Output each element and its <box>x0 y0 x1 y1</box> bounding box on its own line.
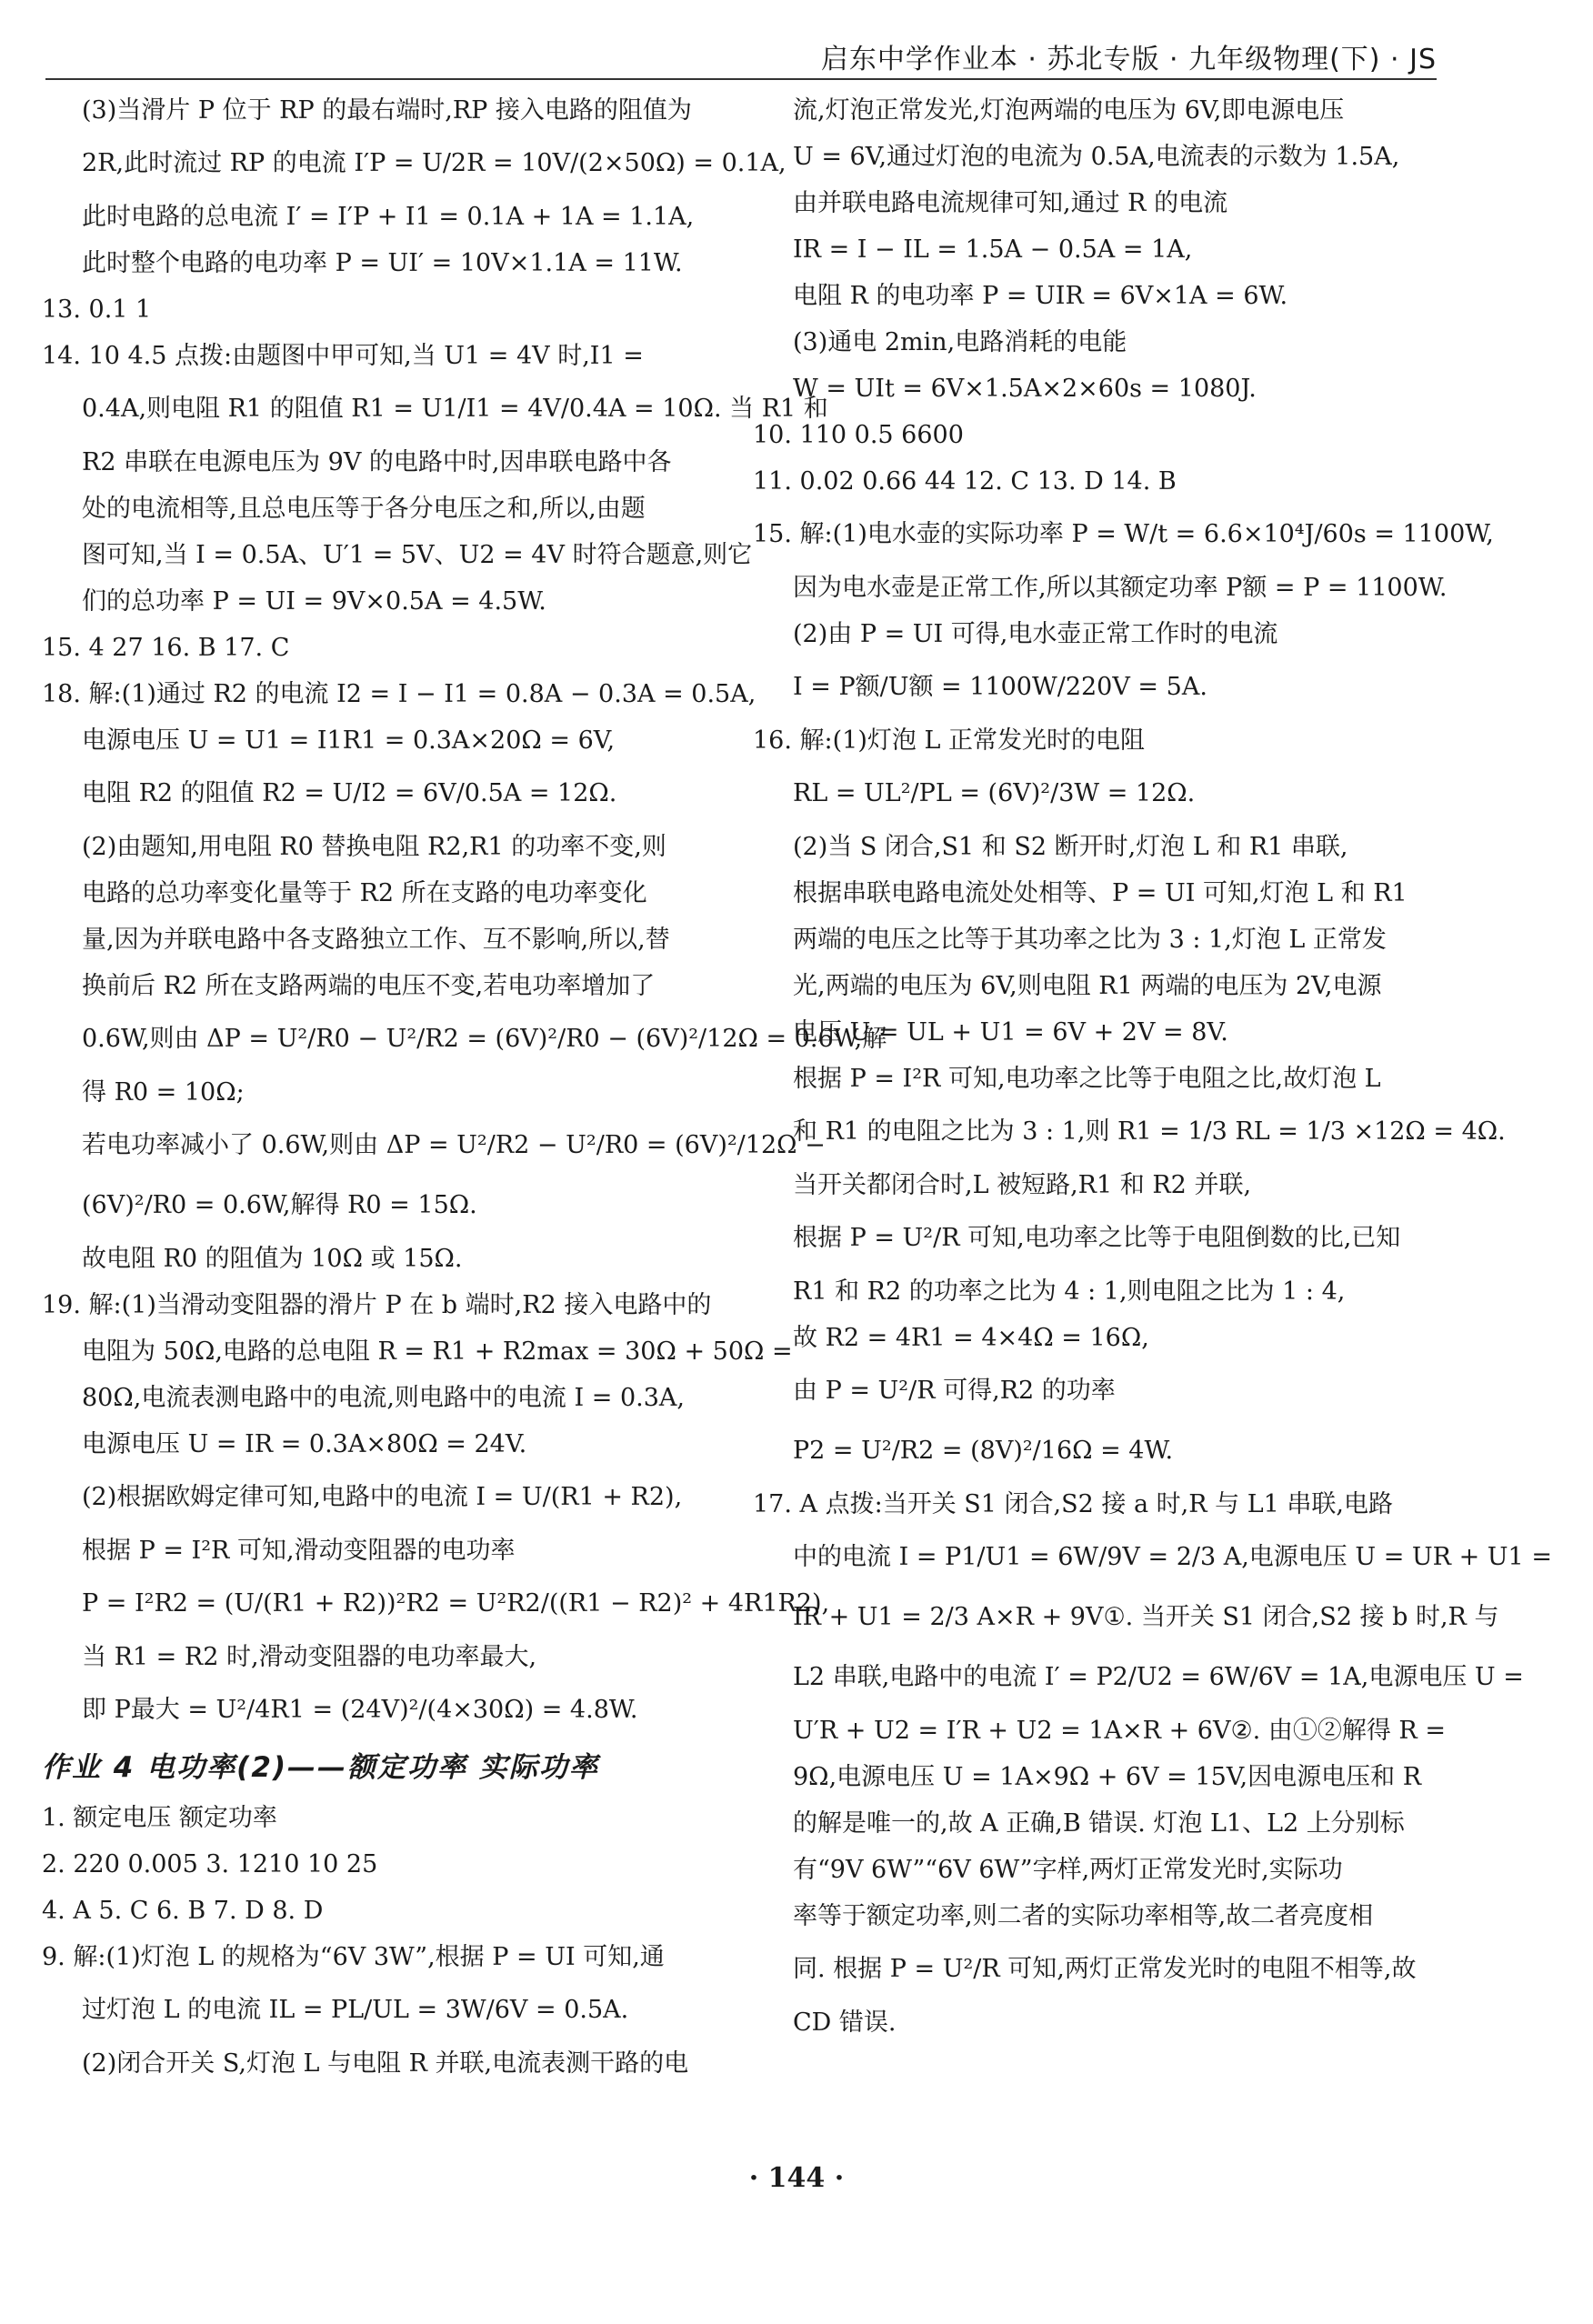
text-line: 由 P = U²/R 可得,R2 的功率 <box>793 1377 1116 1405</box>
text-line: R2 串联在电源电压为 9V 的电路中时,因串联电路中各 <box>82 448 672 476</box>
text-line: 和 R1 的电阻之比为 3 : 1,则 R1 = 1/3 RL = 1/3 ×12Ω = 4Ω. <box>793 1117 1506 1146</box>
text-line: 量,因为并联电路中各支路独立工作、互不影响,所以,替 <box>82 926 670 954</box>
text-line: (2)当 S 闭合,S1 和 S2 断开时,灯泡 L 和 R1 串联, <box>793 833 1348 861</box>
text-line: (3)通电 2min,电路消耗的电能 <box>793 328 1127 356</box>
text-line: 根据 P = I²R 可知,滑动变阻器的电功率 <box>82 1537 516 1565</box>
page-number: · 144 · <box>748 2162 845 2194</box>
text-line: U′R + U2 = I′R + U2 = 1A×R + 6V②. 由①②解得 R = <box>793 1717 1446 1745</box>
text-line: 14. 10 4.5 点拨:由题图中甲可知,当 U1 = 4V 时,I1 = <box>42 342 644 370</box>
right-column <box>753 87 1552 2046</box>
text-line: 故电阻 R0 的阻值为 10Ω 或 15Ω. <box>82 1245 463 1273</box>
text-line: RL = UL²/PL = (6V)²/3W = 12Ω. <box>793 779 1196 807</box>
text-line: 15. 解:(1)电水壶的实际功率 P = W/t = 6.6×10⁴J/60s = 1100W, <box>753 520 1494 548</box>
text-line: I = P额/U额 = 1100W/220V = 5A. <box>793 673 1207 701</box>
text-line: 16. 解:(1)灯泡 L 正常发光时的电阻 <box>753 726 1145 755</box>
text-line: 13. 0.1 1 <box>42 296 152 324</box>
text-line: 因为电水壶是正常工作,所以其额定功率 P额 = P = 1100W. <box>793 574 1448 602</box>
text-line: 故 R2 = 4R1 = 4×4Ω = 16Ω, <box>793 1324 1149 1352</box>
text-line: 光,两端的电压为 6V,则电阻 R1 两端的电压为 2V,电源 <box>793 972 1382 1000</box>
text-line: 80Ω,电流表测电路中的电流,则电路中的电流 I = 0.3A, <box>82 1384 685 1412</box>
text-line: W = UIt = 6V×1.5A×2×60s = 1080J. <box>793 375 1257 403</box>
text-line: 率等于额定功率,则二者的实际功率相等,故二者亮度相 <box>793 1902 1374 1930</box>
text-line: 0.4A,则电阻 R1 的阻值 R1 = U1/I1 = 4V/0.4A = 10Ω. 当 R1 和 <box>82 395 828 423</box>
text-line: 1. 额定电压 额定功率 <box>42 1804 277 1832</box>
text-line: 19. 解:(1)当滑动变阻器的滑片 P 在 b 端时,R2 接入电路中的 <box>42 1291 712 1319</box>
text-line: 此时电路的总电流 I′ = I′P + I1 = 0.1A + 1A = 1.1A, <box>82 203 695 231</box>
text-line: 的解是唯一的,故 A 正确,B 错误. 灯泡 L1、L2 上分别标 <box>793 1809 1405 1838</box>
text-line: (2)根据欧姆定律可知,电路中的电流 I = U/(R1 + R2), <box>82 1483 683 1511</box>
text-line: CD 错误. <box>793 2008 897 2037</box>
text-line: 0.6W,则由 ΔP = U²/R0 − U²/R2 = (6V)²/R0 − (6V)²/12Ω = 0.6W,解 <box>82 1025 887 1053</box>
text-line: L2 串联,电路中的电流 I′ = P2/U2 = 6W/6V = 1A,电源电压 U = <box>793 1663 1524 1691</box>
text-line: P2 = U²/R2 = (8V)²/16Ω = 4W. <box>793 1437 1174 1465</box>
text-line: 15. 4 27 16. B 17. C <box>42 634 290 662</box>
header-title: 启东中学作业本 · 苏北专版 · 九年级物理(下) · JS <box>820 44 1437 75</box>
text-line: 有“9V 6W”“6V 6W”字样,两灯正常发光时,实际功 <box>793 1856 1343 1884</box>
text-line: 电路的总功率变化量等于 R2 所在支路的电功率变化 <box>82 879 647 907</box>
text-line: 们的总功率 P = UI = 9V×0.5A = 4.5W. <box>82 587 546 616</box>
text-line: (2)由题知,用电阻 R0 替换电阻 R2,R1 的功率不变,则 <box>82 833 666 861</box>
text-line: 当开关都闭合时,L 被短路,R1 和 R2 并联, <box>793 1171 1252 1199</box>
text-line: P = I²R2 = (U/(R1 + R2))²R2 = U²R2/((R1 − R2)² + 4R1R2), <box>82 1589 830 1618</box>
text-line: 18. 解:(1)通过 R2 的电流 I2 = I − I1 = 0.8A − 0.3A = 0.5A, <box>42 680 756 708</box>
text-line: 电阻为 50Ω,电路的总电阻 R = R1 + R2max = 30Ω + 50Ω = <box>82 1337 793 1366</box>
text-line: 11. 0.02 0.66 44 12. C 13. D 14. B <box>753 467 1177 496</box>
text-line: 流,灯泡正常发光,灯泡两端的电压为 6V,即电源电压 <box>793 96 1345 125</box>
text-line: (6V)²/R0 = 0.6W,解得 R0 = 15Ω. <box>82 1191 477 1219</box>
text-line: 中的电流 I = P1/U1 = 6W/9V = 2/3 A,电源电压 U = UR + U1 = <box>793 1543 1552 1571</box>
section-title: 作业 4 电功率(2)——额定功率 实际功率 <box>42 1751 599 1784</box>
text-line: 2R,此时流过 RP 的电流 I′P = U/2R = 10V/(2×50Ω) = 0.1A, <box>82 149 786 177</box>
text-line: 换前后 R2 所在支路两端的电压不变,若电功率增加了 <box>82 972 656 1000</box>
text-line: 电压 U = UL + U1 = 6V + 2V = 8V. <box>793 1018 1228 1047</box>
text-line: (2)由 P = UI 可得,电水壶正常工作时的电流 <box>793 620 1278 648</box>
text-line: 2. 220 0.005 3. 1210 10 25 <box>42 1850 378 1878</box>
text-line: (3)当滑片 P 位于 RP 的最右端时,RP 接入电路的阻值为 <box>82 96 692 125</box>
text-line: 两端的电压之比等于其功率之比为 3 : 1,灯泡 L 正常发 <box>793 926 1387 954</box>
text-line: 电源电压 U = IR = 0.3A×80Ω = 24V. <box>82 1430 527 1458</box>
text-line: IR + U1 = 2/3 A×R + 9V①. 当开关 S1 闭合,S2 接 b 时,R 与 <box>793 1603 1499 1631</box>
text-line: 4. A 5. C 6. B 7. D 8. D <box>42 1897 324 1925</box>
text-line: 电阻 R 的电功率 P = UIR = 6V×1A = 6W. <box>793 282 1288 310</box>
text-line: 此时整个电路的电功率 P = UI′ = 10V×1.1A = 11W. <box>82 249 683 277</box>
text-line: 9. 解:(1)灯泡 L 的规格为“6V 3W”,根据 P = UI 可知,通 <box>42 1943 665 1971</box>
text-line: R1 和 R2 的功率之比为 4 : 1,则电阻之比为 1 : 4, <box>793 1277 1346 1306</box>
text-line: 得 R0 = 10Ω; <box>82 1078 245 1107</box>
text-line: U = 6V,通过灯泡的电流为 0.5A,电流表的示数为 1.5A, <box>793 143 1400 171</box>
text-line: (2)闭合开关 S,灯泡 L 与电阻 R 并联,电流表测干路的电 <box>82 2049 689 2078</box>
text-line: 10. 110 0.5 6600 <box>753 421 964 449</box>
text-line: 即 P最大 = U²/4R1 = (24V)²/(4×30Ω) = 4.8W. <box>82 1696 638 1724</box>
text-line: 17. A 点拨:当开关 S1 闭合,S2 接 a 时,R 与 L1 串联,电路 <box>753 1490 1393 1518</box>
text-line: 若电功率减小了 0.6W,则由 ΔP = U²/R2 − U²/R0 = (6V)²/12Ω − <box>82 1131 826 1159</box>
text-line: 同. 根据 P = U²/R 可知,两灯正常发光时的电阻不相等,故 <box>793 1955 1417 1983</box>
text-line: 当 R1 = R2 时,滑动变阻器的电功率最大, <box>82 1643 537 1671</box>
text-line: 过灯泡 L 的电流 IL = PL/UL = 3W/6V = 0.5A. <box>82 1996 629 2024</box>
page-header <box>45 27 1437 80</box>
text-line: IR = I − IL = 1.5A − 0.5A = 1A, <box>793 235 1193 264</box>
text-line: 根据 P = I²R 可知,电功率之比等于电阻之比,故灯泡 L <box>793 1065 1381 1093</box>
text-line: 根据串联电路电流处处相等、P = UI 可知,灯泡 L 和 R1 <box>793 879 1408 907</box>
text-line: 电阻 R2 的阻值 R2 = U/I2 = 6V/0.5A = 12Ω. <box>82 779 617 807</box>
text-line: 9Ω,电源电压 U = 1A×9Ω + 6V = 15V,因电源电压和 R <box>793 1763 1422 1791</box>
text-line: 电源电压 U = U1 = I1R1 = 0.3A×20Ω = 6V, <box>82 726 616 755</box>
text-line: 处的电流相等,且总电压等于各分电压之和,所以,由题 <box>82 495 646 523</box>
text-line: 图可知,当 I = 0.5A、U′1 = 5V、U2 = 4V 时符合题意,则它 <box>82 541 753 569</box>
text-line: 根据 P = U²/R 可知,电功率之比等于电阻倒数的比,已知 <box>793 1224 1401 1252</box>
text-line: 由并联电路电流规律可知,通过 R 的电流 <box>793 189 1228 217</box>
